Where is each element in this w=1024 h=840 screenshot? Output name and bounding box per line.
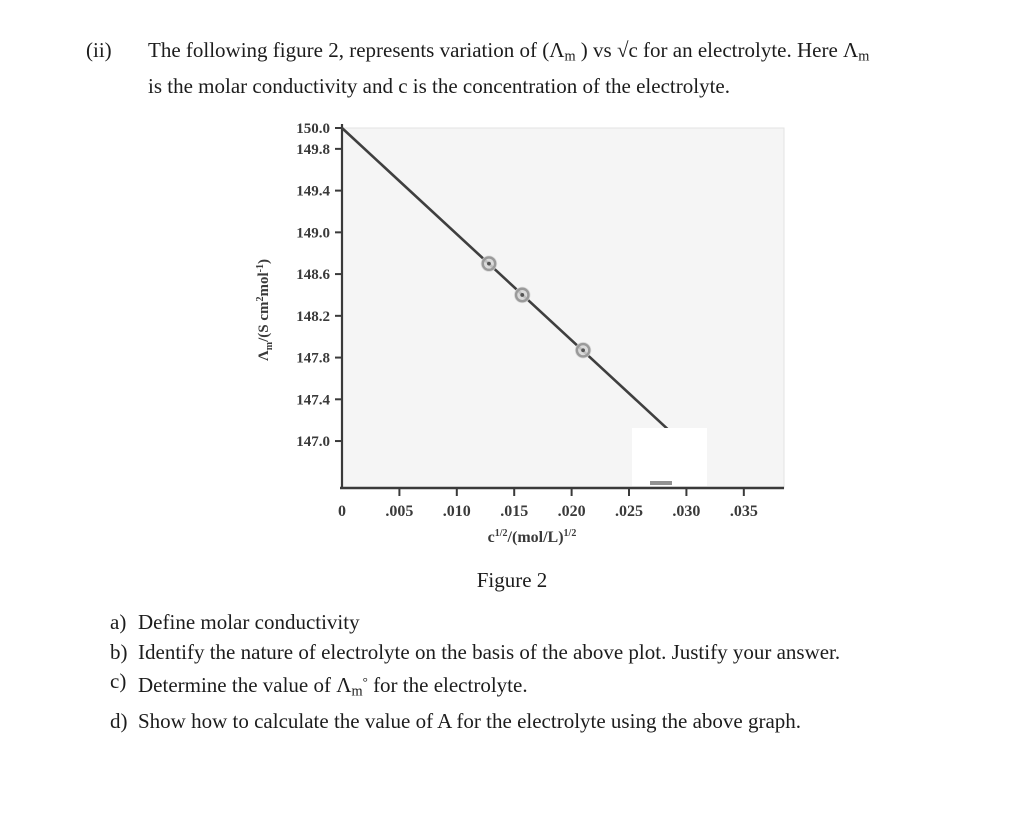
sub-question-text-a: Define molar conductivity — [138, 610, 360, 634]
lambda-symbol: Λ — [336, 672, 352, 697]
sub-question-text-d: Show how to calculate the value of A for the electrolyte using the above graph. — [138, 708, 802, 733]
sub-question-label-b: b) — [110, 639, 128, 664]
sub-question-text-c — [138, 667, 1010, 707]
question-stem — [86, 36, 1006, 101]
y-tick-label: 149.4 — [296, 183, 330, 200]
y-tick-label: 147.0 — [296, 434, 330, 451]
x-tick-label: .035 — [729, 503, 758, 520]
chart-container — [232, 110, 792, 565]
question-line1-part2: ) vs √c for an electrolyte. Here Λ — [575, 38, 859, 62]
data-point-marker — [481, 255, 497, 271]
y-tick-label: 148.6 — [296, 267, 330, 284]
molar-conductivity-chart — [232, 110, 792, 565]
figure-2-block — [0, 110, 1024, 565]
x-tick-label: .015 — [500, 503, 529, 520]
list-item — [110, 667, 1010, 707]
data-point-marker — [575, 342, 591, 358]
axis-smudge-artifact — [650, 481, 672, 485]
y-tick-label: 150.0 — [296, 121, 330, 137]
sub-question-list — [110, 608, 1010, 736]
question-line2: is the molar conductivity and c is the concentration of the electrolyte. — [148, 73, 730, 98]
x-axis-title: $c^{1/2}/(mol/L)^{1/2}$ — [487, 528, 577, 546]
white-patch-artifact — [632, 428, 707, 486]
sub-question-c-pre: Determine the value of — [138, 672, 337, 697]
y-axis-tick-labels — [296, 121, 330, 450]
list-item — [110, 638, 1010, 668]
x-tick-label: .020 — [557, 503, 586, 520]
x-tick-label: .005 — [385, 503, 414, 520]
y-tick-label: 148.2 — [296, 308, 330, 325]
list-item — [110, 707, 1010, 737]
sub-question-label-c: c) — [110, 669, 127, 693]
y-tick-label: 147.4 — [296, 392, 330, 409]
lambda-subscript-m: m — [351, 683, 363, 700]
svg-text:Λm/(S cm2mol-1): $\Lambda_m/(S$ $cm^2mol^{-1}$) — [255, 258, 275, 362]
sub-question-label-d: d) — [110, 708, 128, 733]
question-text — [148, 36, 1006, 101]
y-axis-title — [255, 259, 275, 361]
x-tick-label: .030 — [672, 503, 701, 520]
y-tick-label: 149.0 — [296, 225, 330, 242]
x-tick-label: .025 — [615, 503, 644, 520]
degree-superscript: ° — [362, 674, 368, 689]
x-tick-label: .010 — [442, 503, 471, 520]
list-item — [110, 608, 1010, 638]
data-point-marker — [514, 287, 530, 303]
y-tick-label: 149.8 — [296, 141, 330, 158]
lambda-subscript-1: m — [564, 48, 576, 65]
plot-area-background — [342, 128, 784, 488]
sub-question-c-post: for the electrolyte. — [367, 672, 528, 697]
lambda-subscript-2: m — [858, 48, 870, 65]
x-tick-label: 0 — [338, 503, 346, 520]
sub-question-label-a: a) — [110, 610, 127, 634]
sub-question-text-b: Identify the nature of electrolyte on the basis of the above plot. Justify your answer. — [138, 639, 841, 664]
question-number: (ii) — [86, 38, 112, 62]
figure-caption: Figure 2 — [476, 568, 548, 592]
y-tick-label: 147.8 — [296, 350, 330, 367]
x-axis-tick-labels — [338, 503, 758, 520]
question-line1-part1: The following figure 2, represents variation of (Λ — [148, 38, 565, 62]
